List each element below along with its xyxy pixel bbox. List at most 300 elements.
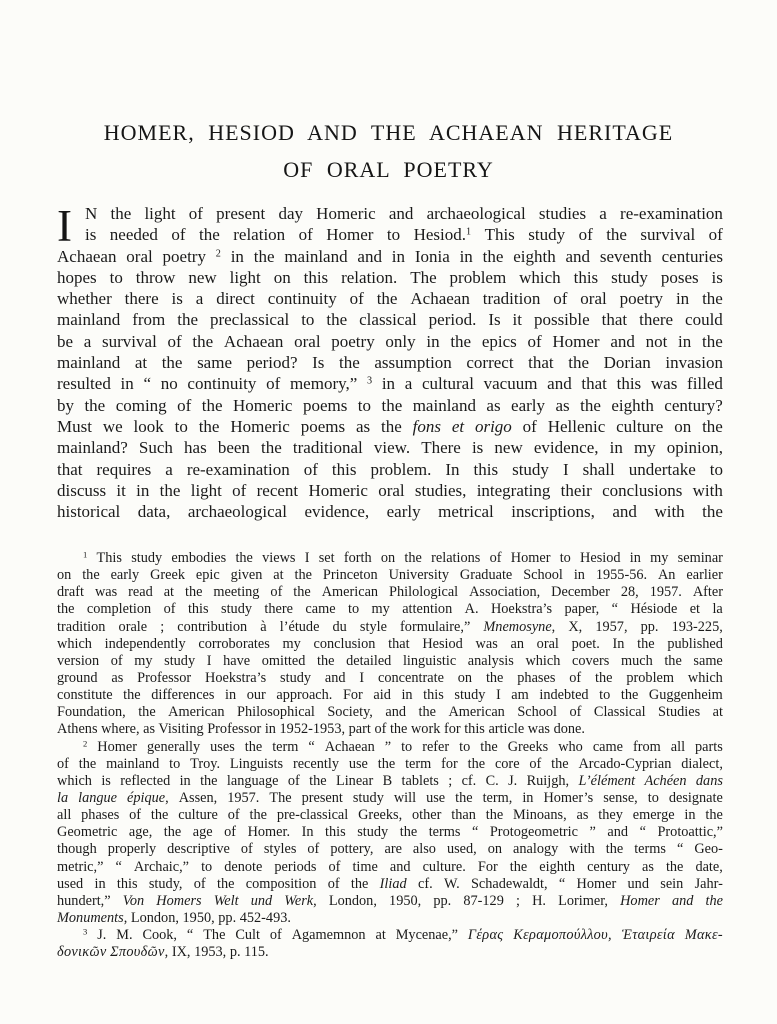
text-segment: of — [110, 652, 123, 669]
text-segment: the — [551, 755, 569, 772]
text-segment: descriptive — [167, 841, 230, 858]
text-line — [57, 353, 723, 374]
text-segment: For — [342, 687, 363, 704]
text-segment: properly — [107, 841, 157, 858]
text-segment: in — [573, 567, 585, 584]
text-segment: the — [150, 807, 169, 824]
text-segment: has — [184, 438, 207, 458]
text-segment: the — [485, 807, 504, 824]
text-segment — [83, 739, 87, 756]
text-segment: possible — [533, 310, 590, 330]
text-segment: the — [595, 669, 613, 686]
text-segment: the — [244, 738, 263, 755]
text-segment: the — [261, 438, 282, 458]
text-segment: at — [163, 584, 175, 601]
text-segment: early — [110, 567, 140, 584]
text-segment: part — [348, 721, 371, 738]
text-segment: Homers — [156, 892, 202, 909]
text-segment: Philosophical — [237, 704, 315, 721]
footnote-3 — [57, 927, 723, 961]
text-segment: eighth — [539, 858, 576, 875]
text-segment: A. — [464, 601, 479, 618]
text-line — [57, 910, 723, 927]
text-segment: studies — [538, 204, 587, 223]
text-segment: than — [451, 807, 476, 824]
text-segment: throw — [135, 267, 176, 287]
text-segment: Must — [57, 416, 92, 436]
text-segment: 1950, — [182, 909, 215, 926]
text-segment: poetry — [619, 289, 664, 309]
text-segment: Such — [138, 438, 173, 458]
text-segment: continuity — [187, 374, 257, 394]
text-segment: Achaean — [223, 331, 284, 351]
text-segment: from — [632, 738, 661, 755]
text-segment: oral — [126, 246, 153, 266]
text-segment: also — [412, 841, 436, 858]
text-segment: on — [273, 267, 291, 287]
text-segment: Μακε- — [684, 927, 723, 944]
text-segment: langue — [78, 789, 118, 806]
text-segment: as — [111, 669, 124, 686]
text-segment: I — [562, 459, 569, 479]
text-segment: J. — [97, 927, 107, 944]
text-segment: poetry — [162, 246, 206, 266]
text-segment: is — [101, 772, 111, 789]
text-segment: Greeks, — [358, 807, 403, 824]
text-segment: pre-classical — [276, 807, 349, 824]
text-segment: Is — [488, 310, 501, 330]
text-segment: l’étude — [279, 618, 320, 635]
text-segment: to — [169, 755, 181, 772]
text-segment — [83, 550, 87, 567]
text-segment: re-examination — [620, 204, 723, 223]
text-line — [57, 653, 723, 670]
text-segment: 115. — [244, 944, 269, 961]
text-segment: of — [569, 704, 582, 721]
text-segment: Homeric — [230, 416, 290, 436]
text-segment: the — [216, 875, 235, 892]
text-segment: as — [486, 395, 501, 415]
text-segment: the — [701, 331, 723, 351]
text-segment: Welt — [213, 892, 239, 909]
text-segment: requires — [96, 459, 152, 479]
text-segment: in — [391, 246, 405, 266]
text-segment: to — [301, 310, 315, 330]
text-segment: they — [598, 807, 623, 824]
text-segment: study, — [148, 875, 183, 892]
text-segment: corroborates — [198, 635, 270, 652]
text-segment: culture. — [422, 858, 466, 875]
text-segment: study — [611, 267, 648, 287]
text-segment: filled — [687, 374, 723, 394]
text-segment: poses — [660, 267, 699, 287]
text-segment: studies, — [414, 480, 467, 500]
text-segment: p. — [229, 944, 241, 961]
text-segment: was — [650, 374, 678, 394]
text-segment: “ — [143, 374, 152, 394]
text-segment: fons — [412, 416, 441, 436]
text-segment: term — [272, 738, 299, 755]
text-segment: study — [454, 687, 486, 704]
text-segment: study — [280, 669, 312, 686]
text-segment: “ — [676, 841, 684, 858]
text-segment: Mnemosyne, — [483, 618, 556, 635]
text-segment: School — [523, 567, 563, 584]
text-segment: Hoekstra’s — [205, 669, 267, 686]
text-segment: und — [250, 892, 273, 909]
text-segment: in — [94, 875, 106, 892]
text-segment: from — [132, 310, 166, 330]
text-segment: term — [405, 755, 432, 772]
text-segment: “ — [308, 738, 315, 755]
text-segment: conclusion — [313, 635, 376, 652]
text-segment: age, — [128, 824, 153, 841]
text-segment: “ — [611, 601, 619, 618]
text-segment: vacuum — [483, 374, 538, 394]
text-line — [57, 332, 723, 353]
text-segment: direct — [216, 289, 255, 309]
text-segment: as — [555, 395, 570, 415]
text-segment: composition — [245, 875, 317, 892]
text-segment: to — [709, 459, 723, 479]
text-segment: Professor — [137, 669, 192, 686]
text-segment: du — [332, 618, 347, 635]
text-segment: the — [380, 416, 402, 436]
text-segment: same — [197, 353, 232, 373]
text-segment: Studies — [658, 704, 701, 721]
text-segment: could — [685, 310, 723, 330]
text-segment: which — [525, 652, 561, 669]
text-segment: it — [512, 310, 522, 330]
text-segment: the — [418, 704, 436, 721]
text-line — [57, 374, 723, 395]
text-segment: Homer — [620, 892, 660, 909]
text-segment: 1957. — [649, 584, 682, 601]
text-segment: School — [517, 704, 558, 721]
text-segment: present — [216, 204, 266, 223]
text-segment: of — [129, 807, 142, 824]
text-segment: for — [443, 721, 461, 738]
text-segment: which — [57, 635, 92, 652]
text-segment: work — [410, 721, 441, 738]
text-segment: a — [195, 289, 204, 309]
text-segment: pp. — [640, 618, 659, 635]
text-segment: denote — [224, 858, 263, 875]
text-segment: is — [85, 225, 97, 245]
text-segment: light — [144, 204, 176, 223]
text-segment: day — [278, 204, 303, 223]
text-segment: was — [527, 721, 550, 738]
text-segment: view. — [373, 438, 411, 458]
text-segment: Cook, — [142, 927, 178, 944]
text-segment: the — [467, 755, 486, 772]
text-segment: used, — [446, 841, 477, 858]
text-segment: of — [328, 858, 341, 875]
footnote-2 — [57, 739, 723, 928]
text-segment: approach. — [276, 687, 333, 704]
text-segment: American — [168, 704, 225, 721]
text-segment: early — [511, 395, 546, 415]
text-segment: 1950, — [389, 892, 422, 909]
text-segment: much — [620, 652, 653, 669]
text-segment: This — [96, 550, 122, 566]
text-segment: IX, — [171, 944, 191, 961]
text-segment: Hellenic — [547, 416, 606, 436]
text-segment: correct — [466, 353, 514, 373]
text-segment: the — [161, 353, 183, 373]
text-segment: light — [190, 480, 222, 500]
text-segment: meeting — [213, 584, 260, 601]
text-segment: in — [179, 772, 191, 789]
text-segment: Ionia — [414, 246, 450, 266]
text-segment: archaeological — [187, 502, 287, 522]
text-segment: Σπουδῶν, — [110, 944, 169, 961]
text-segment: and — [385, 704, 407, 721]
text-segment: Protoattic,” — [657, 824, 723, 841]
text-segment: “ — [115, 858, 122, 875]
text-segment: in — [225, 687, 237, 704]
text-segment: to — [401, 738, 413, 755]
text-segment: et — [689, 601, 701, 618]
text-segment: Γέρας — [467, 927, 504, 944]
footnote-marker: 1 — [83, 549, 88, 560]
text-segment: coming — [115, 395, 167, 415]
text-line — [57, 584, 723, 601]
text-segment: integrating — [476, 480, 551, 500]
text-segment: refer — [422, 738, 450, 755]
text-segment: Is — [312, 353, 325, 373]
text-segment: aid — [373, 687, 391, 704]
text-segment: “ — [471, 824, 479, 841]
text-line — [57, 567, 723, 584]
text-segment: traditional — [292, 438, 363, 458]
text-segment: centuries — [661, 246, 723, 266]
text-segment: cultural — [422, 374, 474, 394]
text-segment: Guggenheim — [648, 687, 723, 704]
text-segment: this — [331, 459, 357, 479]
text-segment: the — [84, 395, 106, 415]
text-segment: is — [471, 438, 484, 458]
text-segment: terms — [428, 824, 461, 841]
text-segment: contribution — [177, 618, 248, 635]
text-segment: generally — [146, 738, 201, 755]
text-segment: “ — [558, 875, 566, 892]
text-segment: the — [138, 704, 156, 721]
text-segment: the — [294, 567, 312, 584]
text-segment: of — [374, 721, 387, 738]
text-segment: mainland — [57, 310, 121, 330]
text-segment: After — [692, 584, 723, 601]
text-line — [57, 756, 723, 773]
text-segment: la — [57, 789, 69, 806]
text-segment: Geo- — [694, 841, 723, 858]
text-segment: Classical — [593, 704, 646, 721]
text-segment: present — [301, 789, 343, 806]
text-segment: poems — [300, 416, 346, 436]
text-segment: date, — [695, 858, 723, 875]
text-segment: orale — [118, 618, 148, 635]
text-segment: Schadewaldt, — [470, 875, 548, 892]
text-segment: N — [85, 204, 98, 223]
text-segment: to — [559, 550, 571, 566]
text-segment: have — [223, 652, 251, 669]
text-segment: An — [657, 567, 676, 584]
text-segment: Homer. — [247, 824, 291, 841]
text-segment: Visiting — [158, 721, 204, 738]
text-segment: assumption — [374, 353, 452, 373]
footnotes-section — [57, 550, 723, 961]
text-segment: the — [705, 892, 723, 909]
text-segment: a — [599, 204, 607, 223]
text-line — [57, 739, 723, 756]
text-segment: X, — [568, 618, 583, 635]
text-segment: à — [260, 618, 267, 635]
text-segment: no — [160, 374, 178, 394]
text-segment: this — [464, 721, 485, 738]
text-segment: to — [109, 267, 123, 287]
text-segment: 87-129 — [463, 892, 504, 909]
text-segment: omitted — [261, 652, 306, 669]
text-segment: indebted — [539, 687, 589, 704]
text-segment: preclassical — [209, 310, 290, 330]
text-line — [57, 944, 723, 961]
text-segment: language — [226, 772, 279, 789]
text-segment: my — [134, 652, 153, 669]
text-segment: style — [359, 618, 387, 635]
text-line — [57, 773, 723, 790]
text-segment: of — [527, 331, 542, 351]
text-segment: as — [355, 416, 371, 436]
text-segment: new — [494, 438, 523, 458]
text-segment: my — [282, 635, 301, 652]
text-segment — [367, 374, 372, 394]
footnote-marker: 2 — [83, 737, 88, 748]
text-segment: Troy. — [190, 755, 221, 772]
text-segment: styles — [263, 841, 297, 858]
text-segment: resulted — [57, 374, 111, 394]
text-segment: Society, — [327, 704, 373, 721]
text-segment: my — [371, 601, 390, 618]
text-line — [57, 396, 723, 417]
text-segment: with — [692, 480, 723, 500]
text-segment: was — [94, 584, 118, 601]
text-segment: of — [708, 225, 723, 245]
text-segment: phases — [81, 807, 120, 824]
text-segment: of — [270, 584, 283, 601]
text-segment: and — [610, 331, 635, 351]
text-segment: analogy — [513, 841, 559, 858]
text-segment: Mycenae,” — [395, 927, 459, 944]
text-segment: Monuments, — [57, 909, 128, 926]
footnote-marker: 1 — [466, 226, 472, 238]
text-segment: in — [522, 789, 534, 806]
text-segment: 452-493. — [239, 909, 291, 926]
text-segment: of — [177, 395, 192, 415]
text-line — [57, 841, 723, 858]
text-line — [57, 807, 723, 824]
text-segment: this — [616, 374, 642, 394]
text-segment: the — [702, 416, 723, 436]
text-segment: the — [702, 289, 723, 309]
text-segment: study — [512, 459, 549, 479]
text-segment: cf. — [461, 772, 477, 789]
text-line — [57, 859, 723, 876]
text-segment: we — [102, 416, 123, 436]
text-segment: I — [359, 669, 365, 686]
text-segment: new — [188, 267, 217, 287]
text-segment: all — [670, 738, 686, 755]
text-segment: 193-225, — [671, 618, 723, 635]
text-segment: Homer — [576, 875, 617, 892]
text-segment: our — [246, 687, 266, 704]
text-segment: which — [57, 772, 92, 789]
text-segment — [216, 247, 221, 267]
text-segment: be — [57, 331, 74, 351]
text-segment: study — [221, 601, 252, 618]
text-segment: Homer — [97, 738, 137, 755]
text-segment: of — [227, 807, 240, 824]
text-segment: Assen, — [178, 789, 218, 806]
text-segment: Association, — [469, 584, 541, 601]
text-segment: draft — [57, 584, 84, 601]
text-segment: recent — [256, 480, 299, 500]
text-segment: there — [124, 289, 159, 309]
text-segment: pottery, — [330, 841, 374, 858]
text-segment: recently — [292, 755, 339, 772]
text-segment: the — [184, 584, 203, 601]
text-segment: uses — [210, 738, 235, 755]
text-segment: the — [159, 480, 181, 500]
text-segment: und — [627, 875, 649, 892]
text-segment: tablets — [401, 772, 439, 789]
text-line — [57, 619, 723, 636]
text-segment: the — [110, 204, 132, 223]
text-segment: of — [303, 459, 318, 479]
text-segment: was — [475, 635, 498, 652]
text-segment: came — [592, 738, 623, 755]
text-line — [57, 417, 723, 438]
text-segment: independently — [104, 635, 186, 652]
text-segment: formulaire,” — [400, 618, 471, 635]
text-segment: Homeric — [316, 204, 376, 223]
text-segment: the — [637, 635, 655, 652]
text-segment: 1957, — [595, 618, 628, 635]
text-segment: oral — [536, 635, 559, 652]
text-segment: published — [667, 635, 723, 652]
text-segment: though — [57, 841, 97, 858]
text-segment: hopes — [57, 267, 97, 287]
text-segment: periods — [274, 858, 317, 875]
text-segment: embodies — [171, 550, 227, 566]
text-segment: the — [568, 353, 590, 373]
text-segment: on — [487, 841, 503, 858]
text-segment: is — [171, 289, 183, 309]
text-segment: concentrate — [378, 669, 444, 686]
text-segment: poet. — [571, 635, 600, 652]
text-segment: metric,” — [57, 858, 104, 875]
text-segment: the — [57, 601, 75, 618]
text-segment: that — [601, 310, 628, 330]
text-segment: of — [57, 755, 69, 772]
text-segment: of — [193, 875, 206, 892]
text-segment: archaeological — [426, 204, 526, 223]
text-segment: mainland — [284, 246, 348, 266]
text-segment: Greeks — [507, 738, 549, 755]
text-line — [57, 204, 723, 225]
text-segment: for — [441, 755, 458, 772]
text-segment: this — [187, 601, 209, 618]
text-segment: I — [206, 652, 212, 669]
